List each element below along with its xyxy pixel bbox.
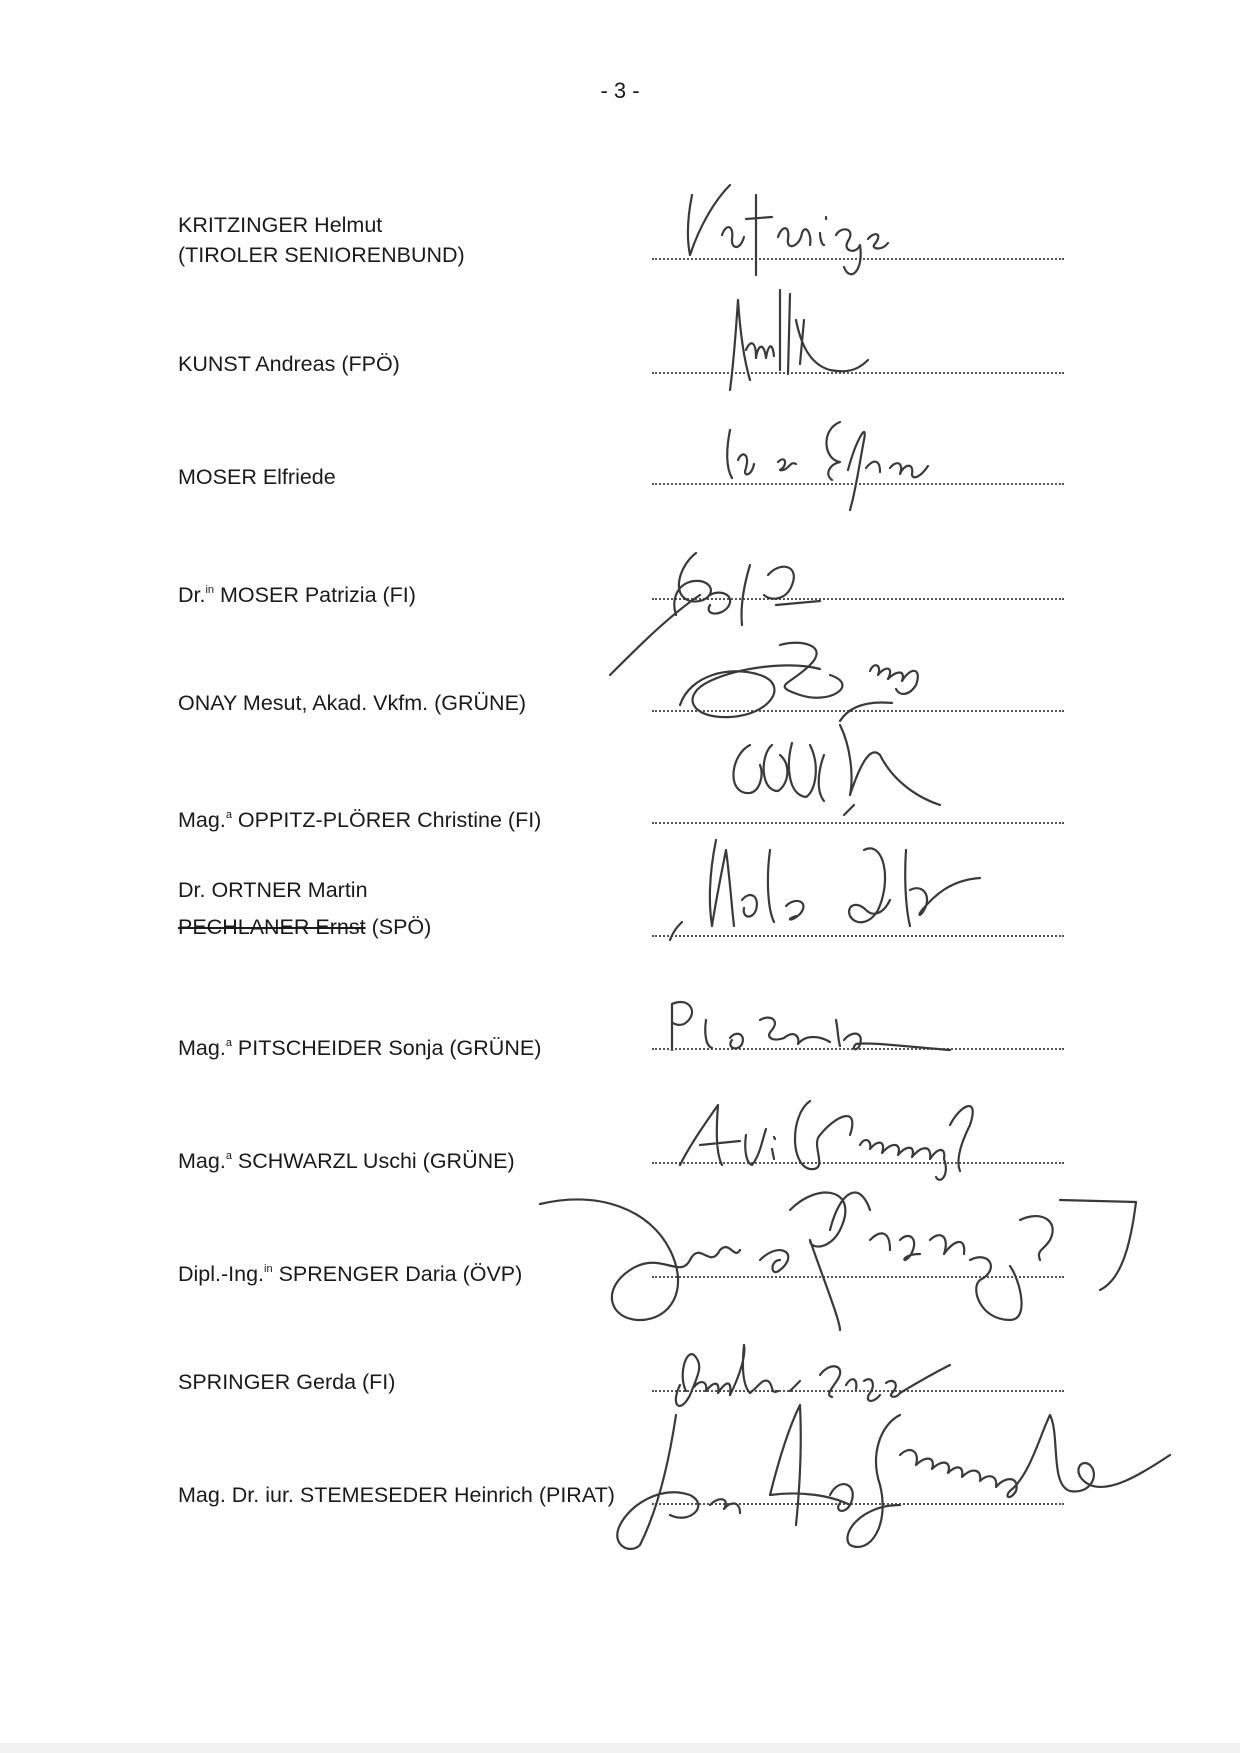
- handwritten-signature-icon: [660, 830, 1080, 950]
- signatory-name: SPRINGER Gerda (FI): [178, 1370, 396, 1394]
- signatory-name: Dipl.-Ing.$^{in}$ SPRENGER Daria (ÖVP): [178, 1262, 523, 1286]
- signatory-name: Dr. ORTNER Martin: [178, 878, 368, 902]
- page-number: - 3 -: [600, 78, 640, 103]
- signatory-name: ONAY Mesut, Akad. Vkfm. (GRÜNE): [178, 691, 527, 715]
- signatory-name: Dr.$^{in}$ MOSER Patrizia (FI): [178, 583, 416, 607]
- handwritten-signature-icon: [700, 280, 900, 410]
- signatory-affiliation: (TIROLER SENIORENBUND): [178, 243, 465, 267]
- signatory-name: Mag. Dr. iur. STEMESEDER Heinrich (PIRAT): [178, 1483, 615, 1507]
- handwritten-signature-icon: [540, 1170, 1140, 1340]
- signatory-name: KRITZINGER Helmut: [178, 213, 383, 237]
- handwritten-signature-icon: [660, 990, 990, 1070]
- handwritten-signature-icon: [600, 1395, 1180, 1565]
- page-bottom-shade: [0, 1743, 1240, 1753]
- handwritten-signature-icon: [720, 705, 1000, 835]
- signatory-name: Mag.$^a$ SCHWARZL Uschi (GRÜNE): [178, 1149, 515, 1173]
- handwritten-signature-icon: [690, 410, 1020, 520]
- signatory-name: KUNST Andreas (FPÖ): [178, 352, 400, 376]
- signatory-name: Mag.$^a$ OPPITZ-PLÖRER Christine (FI): [178, 808, 542, 832]
- signatory-name: MOSER Elfriede: [178, 465, 336, 489]
- handwritten-signature-icon: [660, 175, 1060, 285]
- signatory-name: Mag.$^a$ PITSCHEIDER Sonja (GRÜNE): [178, 1036, 542, 1060]
- signatory-name-replaced: PECHLANER Ernst (SPÖ): [178, 915, 432, 939]
